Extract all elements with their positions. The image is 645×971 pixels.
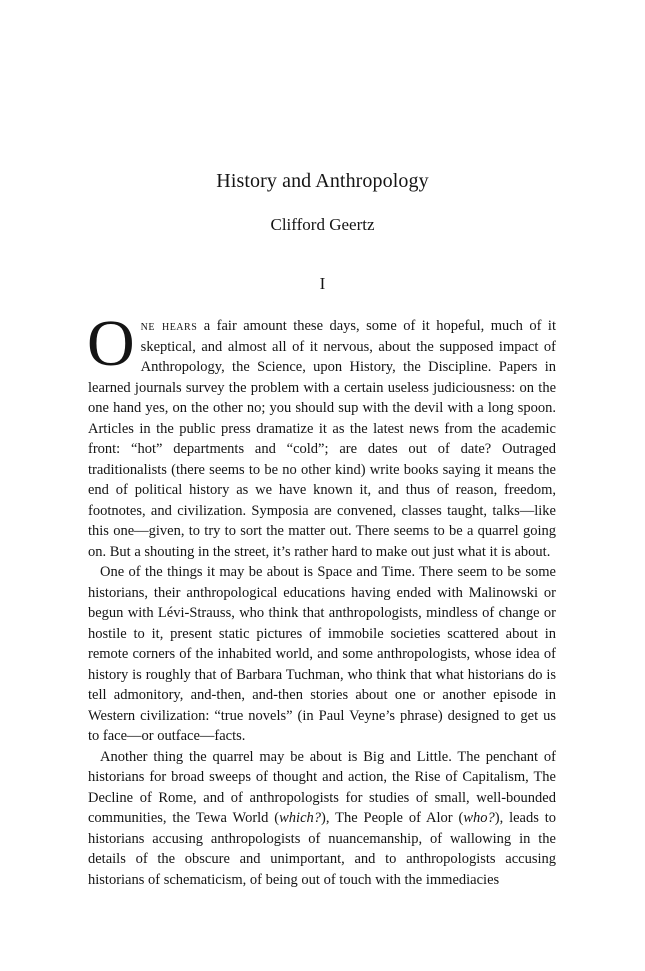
article-title: History and Anthropology bbox=[216, 170, 429, 192]
section-numeral: I bbox=[319, 274, 326, 293]
paragraph-3-text-b: ), The People of Alor ( bbox=[321, 810, 464, 826]
paragraph-3-italic-who: who? bbox=[463, 810, 495, 826]
author-name: Clifford Geertz bbox=[270, 215, 375, 234]
paragraph-1-text: a fair amount these days, some of it hopeful, much of it skeptical, and almost all of it nervous, about the supposed impact of Anthropology, the Science, upon History, the Discipline. Papers in learned journals survey the problem with a certain useless judiciousness: on the one hand yes, on the other no; you should sup with the devil with a long spoon. Articles in the public press dramatize it as the latest news from the academic front: “hot” departments and “cold”; are dates out of date? Outraged traditionalists (there seems to be no other kind) write books saying it means the end of political history as we have known it, and thus of reason, freedom, footnotes, and civilization. Symposia are convened, classes taught, talks—like this one—given, to try to sort the matter out. There seems to be a quarrel going on. But a shouting in the street, it’s rather hard to make out just what it is about. bbox=[88, 318, 556, 560]
lead-in-small-caps: ne hears bbox=[140, 318, 198, 334]
paragraph-3-text-a: Another thing the quarrel may be about is Big and Little. The penchant of historians for broad sweeps of thought and action, the Rise of Capitalism, The Decline of Rome, and of anthropologists for studies of small, well-bounded communities, the Tewa World ( bbox=[88, 748, 556, 826]
drop-cap: O bbox=[87, 307, 135, 380]
body-text bbox=[87, 307, 557, 890]
paragraph-3-text-c: ), leads to historians accusing anthropologists of nuancemanship, of wallowing in the details of the obscure and unimportant, and to anthropologists accusing historians of schematicism, of being out of touch with the immediacies bbox=[88, 810, 557, 888]
paragraph-3-italic-which: which? bbox=[279, 810, 322, 826]
paragraph-2: One of the things it may be about is Space and Time. There seem to be some historians, their anthropological educations having ended with Malinowski or begun with Lévi-Strauss, who think that anthropologists, mindless of change or hostile to it, present static pictures of immobile societies scattered about in remote corners of the inhabited world, and some anthropologists, whose idea of history is roughly that of Barbara Tuchman, who think that what historians do is tell admonitory, and-then, and-then stories about one or another episode in Western civilization: “true novels” (in Paul Veyne’s phrase) designed to get us to face—or outface—facts. bbox=[88, 564, 556, 744]
paragraph-1 bbox=[87, 307, 556, 562]
paragraph-3 bbox=[88, 747, 556, 891]
